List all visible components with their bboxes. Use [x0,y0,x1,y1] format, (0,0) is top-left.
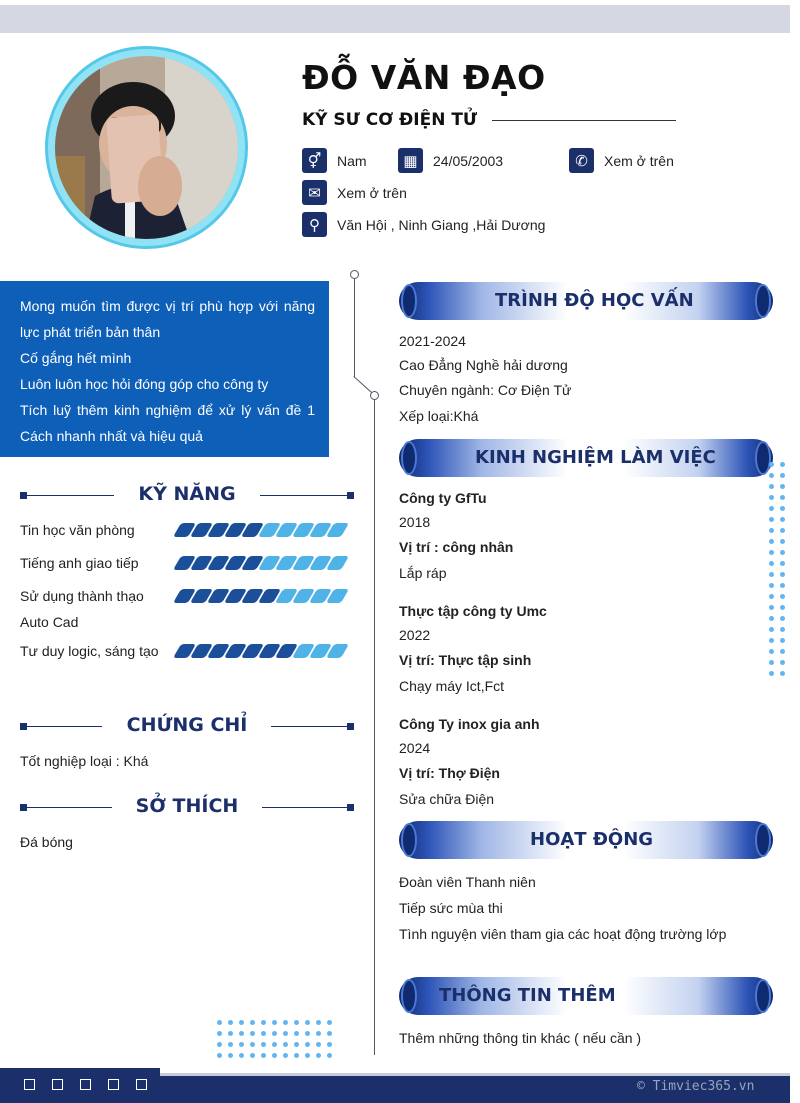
experience-description: Sửa chữa Điện [399,791,495,807]
education-title: TRÌNH ĐỘ HỌC VẤN [495,290,694,311]
email-value: Xem ở trên [337,184,407,201]
decor-dot [769,506,774,511]
skill-label: Sử dụng thành thạo Auto Cad [20,588,144,630]
experience-title: KINH NGHIỆM LÀM VIỆC [475,447,716,468]
decor-dot [327,1042,332,1047]
education-school: Cao Đẳng Nghề hải dương [399,357,568,373]
decor-dot [769,605,774,610]
birthday-value: 24/05/2003 [433,152,504,169]
decor-dot [769,638,774,643]
decor-dot [305,1031,310,1036]
skill-meter [177,523,345,537]
decor-dot [769,594,774,599]
decor-dot [780,594,785,599]
decor-dot [327,1053,332,1058]
skill-label: Tin học văn phòng [20,522,135,538]
decor-dot [283,1053,288,1058]
decor-dot [217,1053,222,1058]
job-title-rule [492,120,676,121]
heading-marker [347,492,354,499]
banner-cap [401,823,417,857]
decor-dot [228,1042,233,1047]
gender-icon: ⚥ [302,148,327,173]
decor-dot [780,572,785,577]
heading-rule [262,807,350,808]
skill-meter [177,556,345,570]
decor-dot [780,660,785,665]
decor-dot [228,1020,233,1025]
decor-dot [250,1053,255,1058]
banner-cap [401,441,417,475]
decor-dot [327,1031,332,1036]
certificates-title: CHỨNG CHỈ [126,714,248,736]
decor-dot [769,583,774,588]
activity-item: Đoàn viên Thanh niên [399,874,536,890]
activity-item: Tiếp sức mùa thi [399,900,503,916]
decor-dot [780,605,785,610]
experience-position: Vị trí: Thực tập sinh [399,652,532,668]
decor-dot [316,1053,321,1058]
candidate-name: ĐỖ VĂN ĐẠO [302,58,546,97]
decor-dot [780,495,785,500]
decor-dot [239,1042,244,1047]
decor-dot [294,1020,299,1025]
address-row [302,212,545,237]
avatar-photo [55,56,238,239]
experience-description: Lắp ráp [399,565,447,581]
decor-dot [294,1031,299,1036]
decor-dot [305,1042,310,1047]
decor-dot [769,517,774,522]
decor-dot [780,517,785,522]
watermark: © Timviec365.vn [637,1079,755,1094]
gender-row [302,148,367,173]
decor-dot [769,462,774,467]
decor-dot [228,1031,233,1036]
decor-dot [239,1053,244,1058]
banner-cap [755,823,771,857]
decor-dot [239,1020,244,1025]
education-banner [399,282,773,320]
decor-dot [769,484,774,489]
decor-dot [769,539,774,544]
timeline-line [354,275,355,377]
decor-dot [780,671,785,676]
decor-dot [780,649,785,654]
experience-year: 2018 [399,514,431,530]
decor-dot [769,649,774,654]
activities-banner [399,821,773,859]
decor-dot [217,1031,222,1036]
decor-dot [250,1031,255,1036]
cake-icon: ▦ [398,148,423,173]
decor-dot [294,1042,299,1047]
certificate-text: Tốt nghiệp loại : Khá [20,753,149,769]
banner-cap [401,284,417,318]
timeline-line [374,395,375,1055]
footer-square [108,1079,119,1090]
extra-info-banner [399,977,773,1015]
decor-dot [780,484,785,489]
top-bar [0,5,790,33]
decor-dot [769,550,774,555]
decor-dot [239,1031,244,1036]
decor-dot [228,1053,233,1058]
decor-dot [294,1053,299,1058]
objective-line: Cố gắng hết mình [20,350,132,366]
decor-dot [780,473,785,478]
footer-square [24,1079,35,1090]
decor-dot [272,1020,277,1025]
heading-rule [271,726,349,727]
activity-item: Tình nguyện viên tham gia các hoạt động trường lớp [399,926,727,942]
decor-dot [261,1042,266,1047]
certificates-heading [20,714,354,738]
timeline-node [350,270,359,279]
birthday-row [398,148,503,173]
job-title: KỸ SƯ CƠ ĐIỆN TỬ [302,110,478,130]
decor-dot [769,616,774,621]
decor-dot [305,1053,310,1058]
decor-dot [780,583,785,588]
career-objective [0,281,329,457]
gender-value: Nam [337,152,367,169]
education-grade: Xếp loại:Khá [399,408,479,424]
experience-year: 2022 [399,627,431,643]
extra-info-title: THÔNG TIN THÊM [439,985,616,1006]
decor-dot [283,1020,288,1025]
decor-dot [272,1042,277,1047]
decor-dots [217,1020,332,1058]
avatar [55,56,238,239]
skill-meter [177,589,345,603]
decor-dot [261,1020,266,1025]
phone-row [569,148,674,173]
experience-company: Công ty GfTu [399,490,487,506]
decor-dot [283,1031,288,1036]
decor-dot [261,1053,266,1058]
decor-dot [780,616,785,621]
mail-icon: ✉ [302,180,327,205]
email-row [302,180,407,205]
experience-company: Công Ty inox gia anh [399,716,540,732]
decor-dot [769,495,774,500]
decor-dots [769,462,785,676]
hobby-text: Đá bóng [20,834,73,850]
phone-value: Xem ở trên [604,152,674,169]
decor-dot [769,473,774,478]
decor-dot [780,528,785,533]
extra-info-text: Thêm những thông tin khác ( nếu cần ) [399,1030,642,1046]
objective-line: Luôn luôn học hỏi đóng góp cho công ty [20,376,269,392]
heading-marker [347,804,354,811]
skills-heading [20,483,354,507]
objective-line: Tích luỹ thêm kinh nghiệm để xử lý vấn đề 1 Cách nhanh nhất và hiệu quả [20,402,315,444]
footer-square [136,1079,147,1090]
decor-dot [272,1053,277,1058]
decor-dot [283,1042,288,1047]
decor-dot [261,1031,266,1036]
decor-dot [316,1042,321,1047]
decor-dot [769,561,774,566]
decor-dot [769,627,774,632]
decor-dot [780,627,785,632]
experience-position: Vị trí : công nhân [399,539,514,555]
skill-label: Tiếng anh giao tiếp [20,555,139,571]
decor-dot [780,462,785,467]
phone-icon: ✆ [569,148,594,173]
banner-cap [755,979,771,1013]
decor-dot [250,1042,255,1047]
decor-dot [769,660,774,665]
decor-dot [217,1042,222,1047]
experience-description: Chạy máy Ict,Fct [399,678,505,694]
banner-cap [401,979,417,1013]
decor-dot [780,561,785,566]
decor-dot [780,550,785,555]
experience-company: Thực tập công ty Umc [399,603,547,619]
decor-dot [780,506,785,511]
hobbies-title: SỞ THÍCH [135,795,239,817]
skill-label: Tư duy logic, sáng tạo [20,643,159,659]
experience-position: Vị trí: Thợ Điện [399,765,500,781]
skill-meter [177,644,345,658]
decor-dot [316,1031,321,1036]
decor-dot [272,1031,277,1036]
decor-dot [316,1020,321,1025]
decor-dot [769,671,774,676]
decor-dot [769,572,774,577]
location-pin-icon: ⚲ [302,212,327,237]
education-period: 2021-2024 [399,333,466,349]
heading-rule [260,495,350,496]
address-value: Văn Hội , Ninh Giang ,Hải Dương [337,216,546,233]
activities-title: HOẠT ĐỘNG [530,829,654,850]
decor-dot [780,638,785,643]
objective-line: Mong muốn tìm được vị trí phù hợp với năng lực phát triển bản thân [20,298,315,340]
decor-dot [327,1020,332,1025]
skills-title: KỸ NĂNG [138,483,236,505]
decor-dot [250,1020,255,1025]
decor-dot [769,528,774,533]
decor-dot [217,1020,222,1025]
footer-square [80,1079,91,1090]
footer-square [52,1079,63,1090]
hobbies-heading [20,795,354,819]
experience-banner [399,439,773,477]
timeline-node [370,391,379,400]
experience-year: 2024 [399,740,431,756]
decor-dot [780,539,785,544]
heading-marker [347,723,354,730]
banner-cap [755,284,771,318]
decor-dot [305,1020,310,1025]
education-major: Chuyên ngành: Cơ Điện Tử [399,382,572,398]
